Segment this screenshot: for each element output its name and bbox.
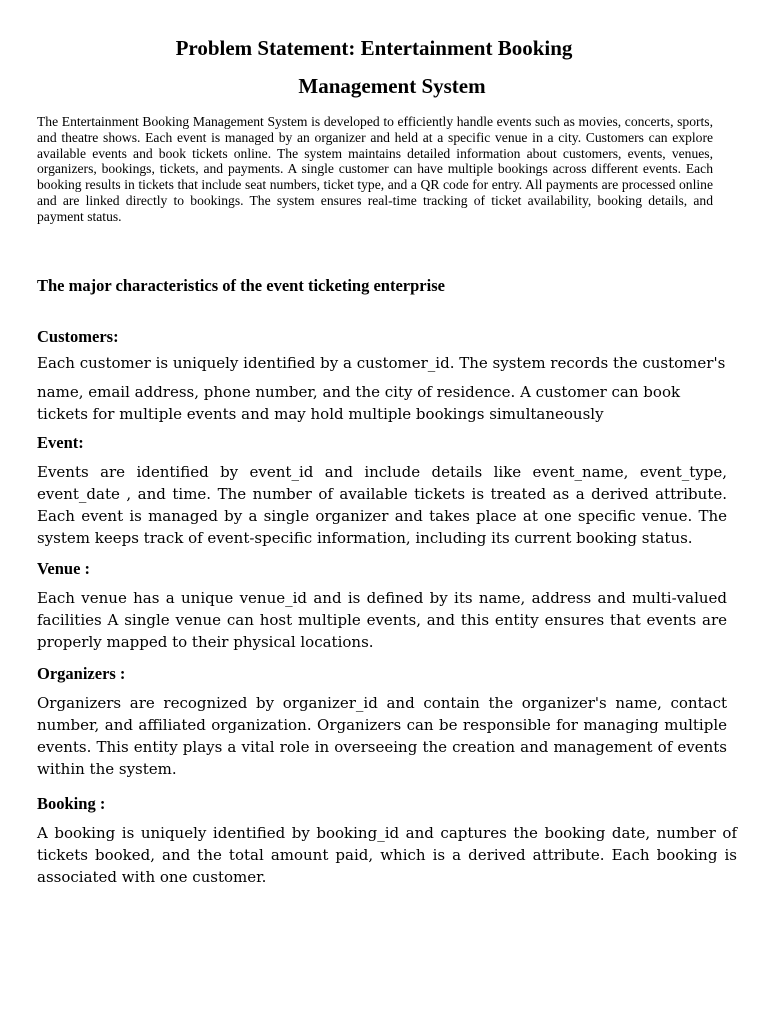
page-title-line-2: Management System — [298, 74, 486, 98]
customers-heading: Customers: — [37, 327, 119, 346]
event-paragraph: Events are identified by event_id and include details like event_name, event_type, event_date , and time. The number of available tickets is treated as a derived attribute. Each event is managed by a single organizer and takes place at one specific venue. The system keeps track of event-specific information, including its current booking status. — [37, 463, 727, 547]
organizers-paragraph: Organizers are recognized by organizer_id and contain the organizer's name, contact number, and affiliated organization. Organizers can be responsible for managing multiple events. This entity plays a vital role in overseeing the creation and management of events within the system. — [37, 694, 727, 778]
organizers-heading: Organizers : — [37, 664, 126, 683]
booking-heading: Booking : — [37, 794, 106, 813]
customers-paragraph-line-2: name, email address, phone number, and the city of residence. A customer can book tickets for multiple events and may hold multiple bookings simultaneously — [37, 383, 681, 423]
customers-paragraph-line-1: Each customer is uniquely identified by a customer_id. The system records the customer's — [37, 354, 726, 372]
venue-paragraph: Each venue has a unique venue_id and is defined by its name, address and multi-valued facilities A single venue can host multiple events, and this entity ensures that events are properly mapped to their physical locations. — [37, 589, 727, 651]
event-heading: Event: — [37, 433, 84, 452]
intro-paragraph: The Entertainment Booking Management System is developed to efficiently handle events such as movies, concerts, sports, and theatre shows. Each event is managed by an organizer and held at a specific venue in a city. Customers can explore available events and book tickets online. The system maintains detailed information about customers, events, venues, organizers, bookings, tickets, and payments. A single customer can have multiple bookings across different events. Each booking results in tickets that include seat numbers, ticket type, and a QR code for entry. All payments are processed online and are linked directly to bookings. The system ensures real-time tracking of ticket availability, booking details, and payment status. — [37, 114, 713, 224]
characteristics-heading: The major characteristics of the event ticketing enterprise — [37, 276, 445, 295]
booking-paragraph: A booking is uniquely identified by booking_id and captures the booking date, number of tickets booked, and the total amount paid, which is a derived attribute. Each booking is associated with one customer. — [37, 824, 737, 886]
page-title-line-1: Problem Statement: Entertainment Booking — [175, 36, 573, 60]
venue-heading: Venue : — [37, 559, 91, 578]
